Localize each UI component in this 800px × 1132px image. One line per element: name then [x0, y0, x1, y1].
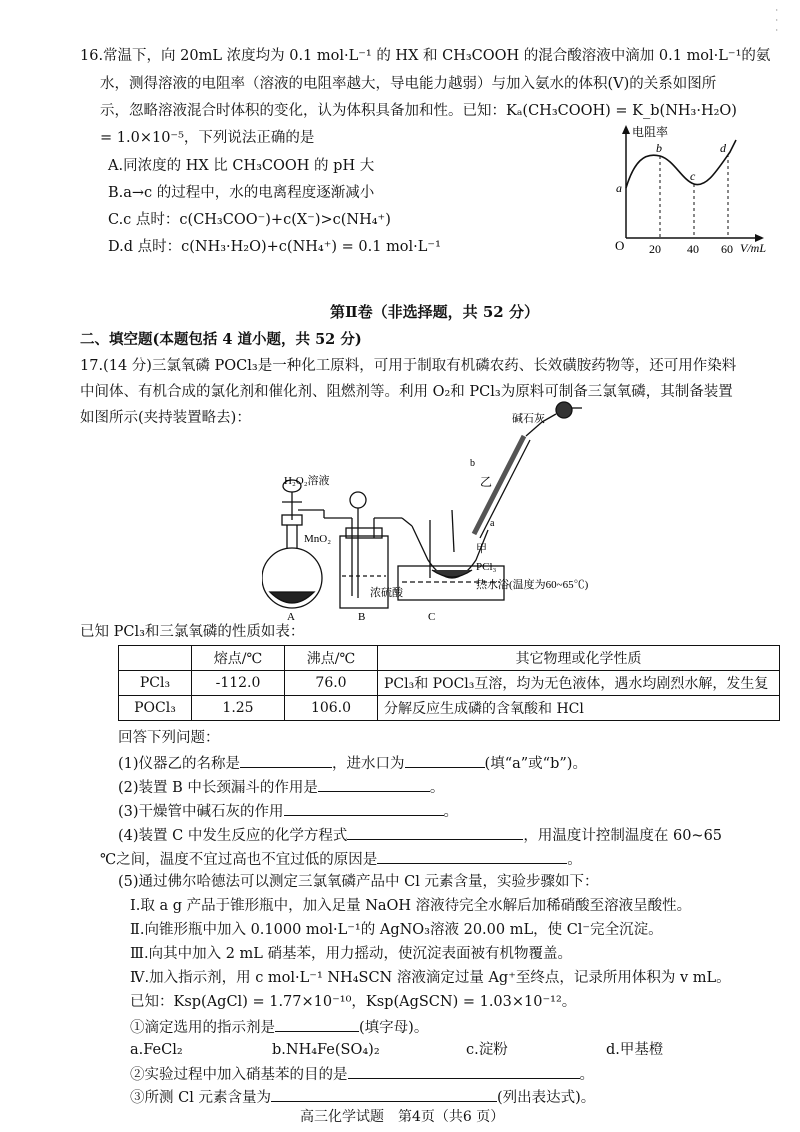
label-soda-lime: 碱石灰	[512, 413, 545, 425]
q16-line-2: 水，测得溶液的电阻率（溶液的电阻率越大，导电能力越弱）与加入氨水的体积(V)的关系如图所	[100, 76, 717, 92]
label-mno2: MnO₂	[304, 533, 332, 545]
thistle-bulb	[350, 492, 366, 508]
q16-option-c: C.c 点时：c(CH₃COO⁻)+c(X⁻)>c(NH₄⁺)	[108, 212, 391, 228]
table-header-other: 其它物理或化学性质	[378, 646, 780, 671]
subq-4: (4)装置 C 中发生反应的化学方程式 ，用温度计控制温度在 60~65	[118, 824, 722, 846]
blank-5-3[interactable]	[271, 1086, 497, 1102]
table-cell-bp: 106.0	[285, 696, 378, 721]
graph-point-a: a	[616, 181, 622, 195]
table-cell-other-2: 分解反应生成磷的含氧酸和 HCl	[378, 696, 780, 721]
subq-5-intro: (5)通过佛尔哈德法可以测定三氯氧磷产品中 Cl 元素含量，实验步骤如下：	[118, 874, 599, 890]
graph-tick-60: 60	[721, 242, 733, 256]
q16-line-4: = 1.0×10⁻⁵，下列说法正确的是	[100, 130, 315, 146]
label-A: A	[287, 611, 295, 622]
subq-4-cont: ℃之间，温度不宜过高也不宜过低的原因是 。	[100, 848, 582, 870]
label-bath: 热水浴(温度为60~65℃)	[476, 579, 589, 591]
step-3: Ⅲ.向其中加入 2 mL 硝基苯，用力摇动，使沉淀表面被有机物覆盖。	[130, 946, 573, 962]
subq-5-2: ②实验过程中加入硝基苯的目的是 。	[130, 1063, 594, 1085]
subq-3: (3)干燥管中碱石灰的作用 。	[118, 800, 458, 822]
label-h2o2: H₂O₂溶液	[284, 475, 330, 487]
subq-5-3: ③所测 Cl 元素含量为 (列出表达式)。	[130, 1086, 595, 1108]
q17-intro-1: 17.(14 分)三氯氧磷 POCl₃是一种化工原料，可用于制取有机磷农药、长效磺胺药物等，还可用作染料	[80, 358, 737, 374]
graph-point-d: d	[720, 141, 726, 155]
table-header-bp: 沸点/℃	[285, 646, 378, 671]
graph-tick-20: 20	[649, 242, 661, 256]
label-B: B	[358, 611, 366, 622]
blank-4a[interactable]	[347, 824, 523, 840]
choice-b: b.NH₄Fe(SO₄)₂	[272, 1042, 380, 1058]
table-header-blank	[119, 646, 192, 671]
q16-option-b: B.a→c 的过程中，水的电离程度逐渐减小	[108, 185, 375, 201]
step-2: Ⅱ.向锥形瓶中加入 0.1000 mol·L⁻¹的 AgNO₃溶液 20.00 mL，使 Cl⁻完全沉淀。	[130, 922, 663, 938]
graph-point-c: c	[690, 169, 696, 183]
blank-1b[interactable]	[405, 752, 485, 768]
q17-intro-3: 如图所示(夹持装置略去)：	[80, 410, 251, 426]
q17-intro-2: 中间体、有机合成的氯化剂和催化剂、阻燃剂等。利用 O₂和 PCl₃为原料可制备三氯氧磷，其制备装置	[80, 384, 733, 400]
graph-ylabel: 电阻率	[632, 125, 669, 139]
graph-point-b: b	[656, 141, 662, 155]
label-b: b	[470, 458, 475, 469]
section-title: 第Ⅱ卷（非选择题，共 52 分）	[330, 303, 539, 321]
label-conc-acid: 浓硫酸	[370, 587, 403, 599]
table-row	[119, 696, 780, 721]
step-1: Ⅰ.取 a g 产品于锥形瓶中，加入足量 NaOH 溶液待完全水解后加稀硝酸至溶液呈酸性。	[130, 898, 692, 914]
q16-option-d: D.d 点时：c(NH₃·H₂O)+c(NH₄⁺) = 0.1 mol·L⁻¹	[108, 239, 441, 255]
table-row	[119, 671, 780, 696]
table-cell-name: POCl₃	[119, 696, 192, 721]
label-yi: 乙	[480, 475, 493, 489]
choice-d: d.甲基橙	[606, 1042, 664, 1058]
blank-5-1[interactable]	[275, 1016, 359, 1032]
table-cell-mp: -112.0	[192, 671, 285, 696]
label-a: a	[490, 518, 495, 529]
step-4: Ⅳ.加入指示剂，用 c mol·L⁻¹ NH₄SCN 溶液滴定过量 Ag⁺至终点，记录所用体积为 v mL。	[130, 970, 731, 986]
graph-y-arrow	[622, 125, 630, 134]
table-intro: 已知 PCl₃和三氯氧磷的性质如表：	[80, 624, 305, 640]
blank-3[interactable]	[284, 800, 444, 816]
table-cell-bp: 76.0	[285, 671, 378, 696]
subq-1: (1)仪器乙的名称是 ，进水口为 (填“a”或“b”)。	[118, 752, 587, 774]
section-heading: 二、填空题(本题包括 4 道小题，共 52 分)	[80, 331, 362, 348]
drying-tube	[556, 402, 572, 418]
corner-marks: · · ·	[775, 6, 778, 35]
properties-table	[118, 645, 780, 721]
table-header-mp: 熔点/℃	[192, 646, 285, 671]
table-header-row	[119, 646, 780, 671]
choice-c: c.淀粉	[466, 1042, 508, 1058]
ksp-note: 已知：Ksp(AgCl) = 1.77×10⁻¹⁰，Ksp(AgSCN) = 1.03×10⁻¹²。	[130, 994, 577, 1010]
label-pcl3: PCl₃	[476, 561, 497, 573]
q16-line-1: 16.常温下，向 20mL 浓度均为 0.1 mol·L⁻¹ 的 HX 和 CH₃COOH 的混合酸溶液中滴加 0.1 mol·L⁻¹的氨	[80, 48, 771, 64]
q16-option-a: A.同浓度的 HX 比 CH₃COOH 的 pH 大	[108, 158, 375, 174]
label-jia: 甲	[476, 543, 487, 555]
blank-4b[interactable]	[377, 848, 567, 864]
resistivity-graph	[612, 122, 782, 262]
flask-a-liquid	[270, 592, 314, 603]
subq-5-1: ①滴定选用的指示剂是 (填字母)。	[130, 1016, 428, 1038]
graph-tick-40: 40	[687, 242, 699, 256]
table-cell-mp: 1.25	[192, 696, 285, 721]
subq-2: (2)装置 B 中长颈漏斗的作用是 。	[118, 776, 444, 798]
label-C: C	[428, 611, 436, 622]
page-footer: 高三化学试题 第4页（共6 页）	[300, 1109, 505, 1125]
blank-1a[interactable]	[240, 752, 332, 768]
graph-origin: O	[615, 238, 625, 253]
answer-prompt: 回答下列问题：	[118, 730, 220, 746]
blank-2[interactable]	[318, 776, 430, 792]
graph-xlabel: V/mL	[740, 241, 767, 255]
apparatus-diagram	[262, 400, 602, 622]
blank-5-2[interactable]	[348, 1063, 580, 1079]
table-cell-name: PCl₃	[119, 671, 192, 696]
choice-a: a.FeCl₂	[130, 1042, 183, 1058]
table-cell-other-1: PCl₃和 POCl₃互溶，均为无色液体，遇水均剧烈水解，发生复	[378, 671, 780, 696]
q16-line-3: 示，忽略溶液混合时体积的变化，认为体积具备加和性。已知：Kₐ(CH₃COOH) = K_b(NH₃·H₂O)	[100, 103, 737, 119]
